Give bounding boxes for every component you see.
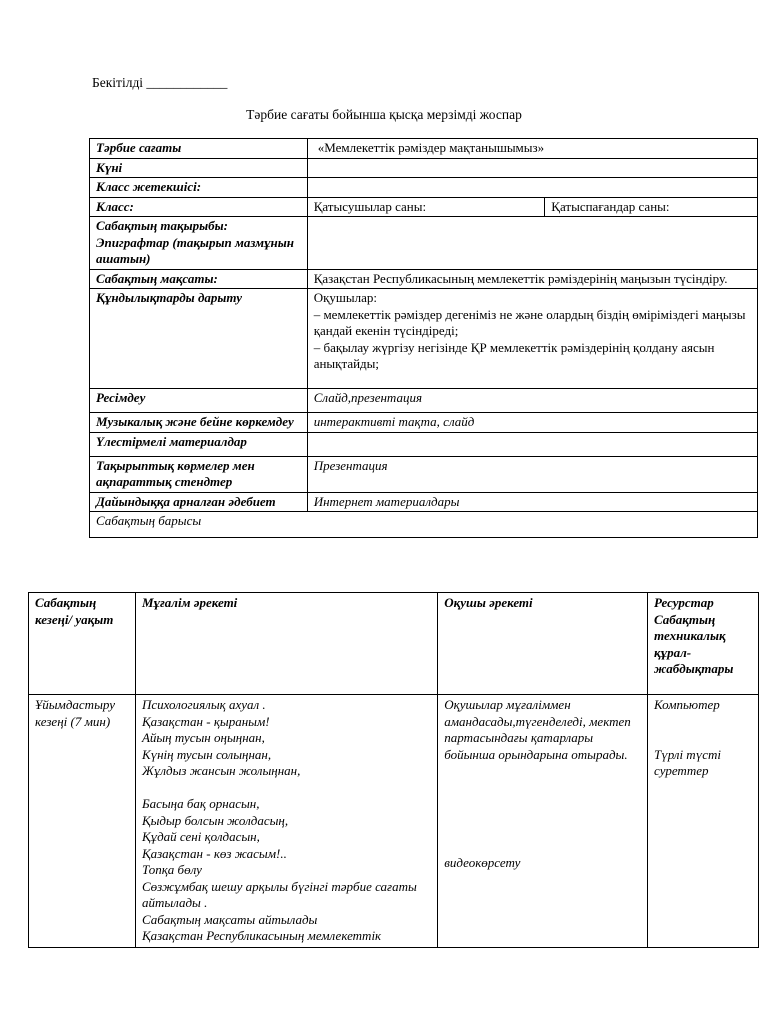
teacher-line: Құдай сені қолдасын, — [141, 829, 260, 844]
exhibits-value: Презентация — [307, 456, 757, 492]
goal-label: Сабақтың мақсаты: — [90, 269, 308, 289]
approved-line: Бекітілді ____________ — [92, 75, 228, 90]
teacher-line: Топқа бөлу — [141, 862, 202, 877]
header-resources: Ресурстар Сабақтың техникалық құрал-жабдықтары — [648, 593, 759, 695]
date-value — [307, 158, 757, 178]
literature-value: Интернет материалдары — [307, 492, 757, 512]
attendees-label: Қатысушылар саны: — [307, 197, 545, 217]
exhibits-label: Тақырыптық көрмелер мен ақпараттық стендтер — [90, 456, 308, 492]
teacher-label: Класс жетекшісі: — [90, 178, 308, 198]
goal-value: Қазақстан Республикасының мемлекеттік рәміздерінің маңызын түсіндіру. — [307, 269, 757, 289]
document-title: Тәрбие сағаты бойынша қысқа мерзімді жоспар — [246, 107, 522, 122]
student-video: видеокөрсету — [444, 855, 521, 870]
design-value: Слайд,презентация — [307, 389, 757, 413]
values-line-2: – бақылау жүргізу негізінде ҚР мемлекеттік рәміздерінің қолдану аясын анықтайды; — [313, 339, 715, 371]
student-spacer — [444, 763, 641, 855]
literature-label: Дайындыққа арналған әдебиет — [90, 492, 308, 512]
process-table — [28, 592, 759, 948]
teacher-line: Қазақстан - қыраным! — [141, 713, 270, 729]
teacher-line: Қазақстан Республикасының мемлекеттік — [141, 928, 382, 943]
header-teacher: Мұғалім әрекеті — [135, 593, 437, 695]
info-table — [89, 138, 758, 538]
epigraph-label: Сабақтың тақырыбы: Эпиграфтар (тақырып мазмұнын ашатын) — [90, 217, 308, 270]
resource-spacer — [654, 714, 752, 747]
teacher-line: Сөзжұмбақ шешу арқылы бүгінгі тәрбие сағаты айтылады . — [141, 878, 417, 910]
teacher-line: Психологиялық ахуал . — [141, 697, 266, 712]
student-text: Оқушылар мұғаліммен амандасады,түгенделеді, мектеп партасындағы қатарлары бойынша орындарына отырады. — [444, 697, 631, 762]
progress-label: Сабақтың барысы — [90, 512, 758, 538]
teacher-line: Сабақтың мақсаты айтылады — [141, 911, 318, 927]
row1-stage: Ұйымдастыру кезеңі (7 мин) — [29, 695, 136, 948]
music-label: Музыкалық және бейне көркемдеу — [90, 413, 308, 433]
date-label: Күні — [90, 158, 308, 178]
header-student: Оқушы әрекеті — [438, 593, 648, 695]
design-label: Ресімдеу — [90, 389, 308, 413]
music-value: интерактивті тақта, слайд — [307, 413, 757, 433]
epigraph-value — [307, 217, 757, 270]
teacher-line: Қыдыр болсын жолдасың, — [141, 812, 289, 828]
resource-computer: Компьютер — [654, 697, 720, 712]
topic-label: Тәрбие сағаты — [90, 139, 308, 159]
values-intro: Оқушылар: — [313, 290, 378, 305]
teacher-line-gap — [142, 780, 431, 797]
handouts-label: Үлестірмелі материалдар — [90, 432, 308, 456]
teacher-line: Күнің тусын солыңнан, — [141, 746, 272, 762]
handouts-value — [307, 432, 757, 456]
header-stage: Сабақтың кезеңі/ уақыт — [29, 593, 136, 695]
teacher-line: Жұлдыз жансын жолыңнан, — [141, 763, 301, 778]
absentees-label: Қатыспағандар саны: — [545, 197, 758, 217]
teacher-value — [307, 178, 757, 198]
teacher-line: Басыңа бақ орнасын, — [141, 796, 260, 811]
values-value — [307, 289, 757, 389]
teacher-line: Қазақстан - көз жасым!.. — [141, 845, 287, 861]
topic-value: «Мемлекеттік рәміздер мақтанышымыз» — [307, 139, 757, 159]
resource-pictures: Түрлі түсті суреттер — [654, 746, 721, 778]
values-label: Құндылықтарды дарыту — [90, 289, 308, 389]
row1-student-actions — [438, 695, 648, 948]
teacher-line: Айың тусын оңыңнан, — [141, 730, 265, 745]
values-line-1: – мемлекеттік рәміздер дегеніміз не және олардың біздің өміріміздегі маңызы қандай екенін түсіндіреді; — [313, 306, 746, 338]
row1-resources — [648, 695, 759, 948]
row1-teacher-actions — [135, 695, 437, 948]
class-label: Класс: — [90, 197, 308, 217]
